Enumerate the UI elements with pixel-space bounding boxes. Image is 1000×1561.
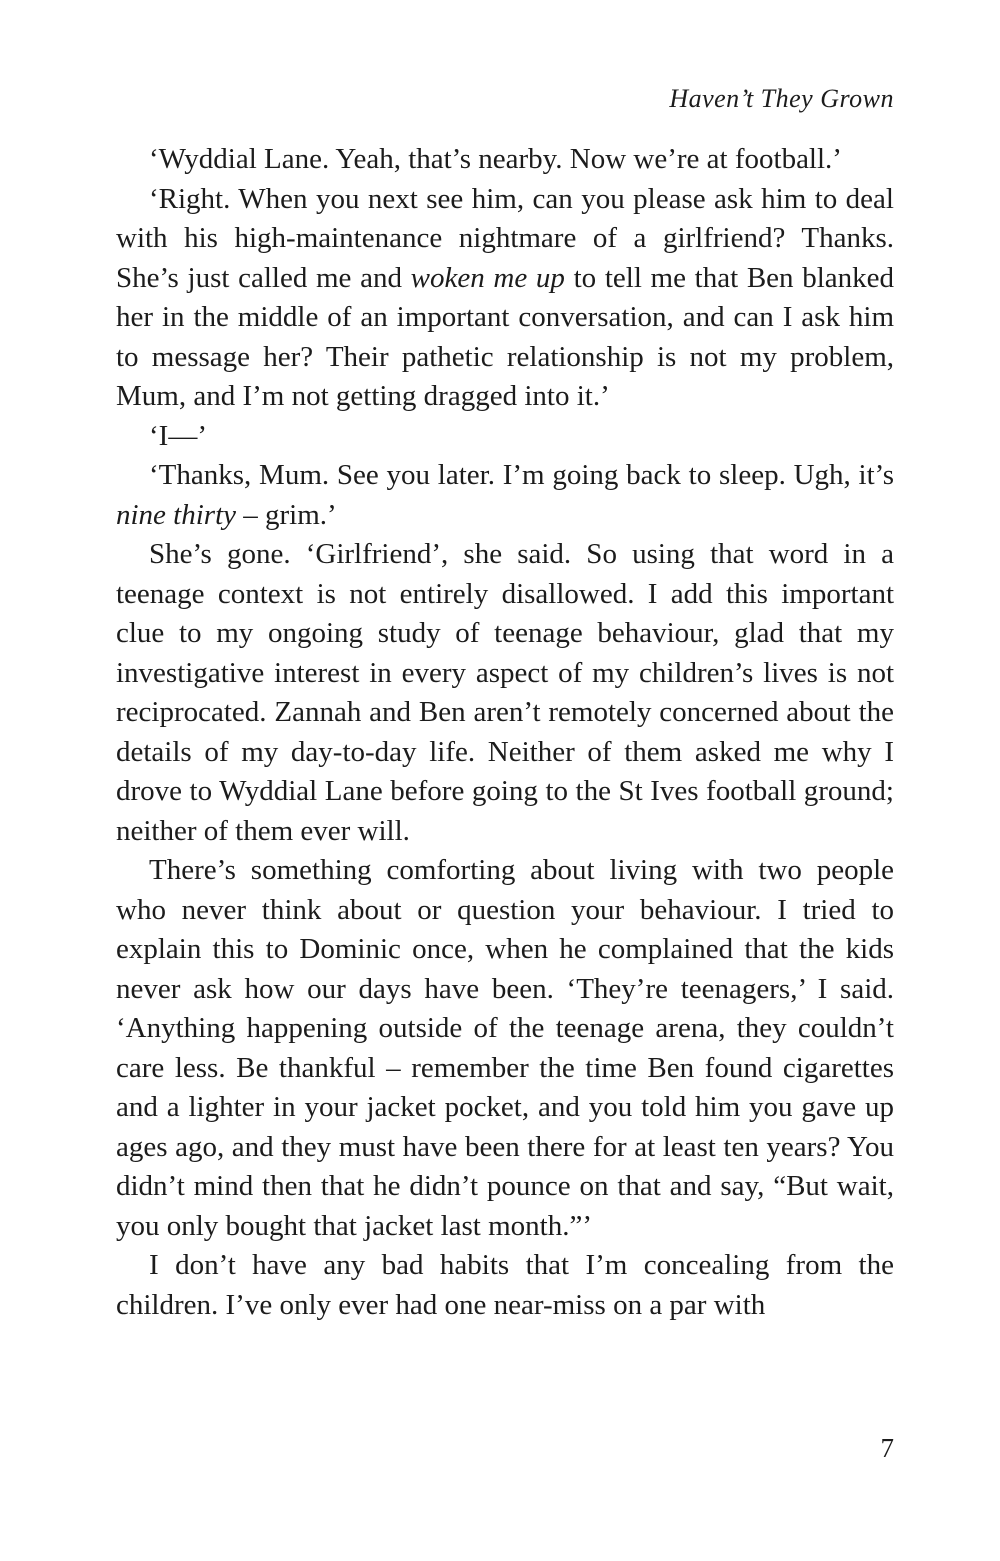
text-segment: I don’t have any bad habits that I’m concealing from the children. I’ve only ever had one near-miss on a par with <box>116 1249 894 1321</box>
text-segment: ‘I—’ <box>149 419 207 452</box>
text-segment: ‘Thanks, Mum. See you later. I’m going back to sleep. Ugh, it’s <box>149 459 894 491</box>
text-segment: She’s gone. ‘Girlfriend’, she said. So using that word in a teenage context is not entirely disallowed. I add this important clue to my ongoing study of teenage behaviour, glad that my investigative interest in every aspect of my children’s lives is not reciprocated. Zannah and Ben aren’t remotely concerned about the details of my day-to-day life. Neither of them asked me why I drove to Wyddial Lane before going to the St Ives football ground; neither of them ever will. <box>116 538 894 847</box>
italic-text: nine thirty <box>116 498 237 531</box>
text-segment: ‘Right. When you next see him, can you please ask him to deal with his high-maintenance nightmare of a girlfriend? Thanks. She’s just called me and <box>116 182 894 294</box>
running-title: Haven’t They Grown <box>669 84 894 113</box>
text-segment: There’s something comforting about living with two people who never think about or question your behaviour. I tried to explain this to Dominic once, when he complained that the kids never ask how our days have been. ‘They’re teenagers,’ I said. ‘Anything happening outside of the teenage arena, they couldn’t care less. Be thankful – remember the time Ben found cigarettes and a lighter in your jacket pocket, and you told him you gave up ages ago, and they must have been there for at least ten years? You didn’t mind then that he didn’t pounce on that and say, “But wait, you only bought that jacket last month.”’ <box>116 854 894 1242</box>
text-segment: – grim.’ <box>236 498 337 531</box>
italic-text: woken me up <box>410 261 565 294</box>
paragraph <box>116 456 894 535</box>
text-segment: ‘Wyddial Lane. Yeah, that’s nearby. Now we’re at football.’ <box>149 143 842 175</box>
body-text <box>116 140 894 1325</box>
paragraph <box>116 851 894 1246</box>
page-number: 7 <box>880 1433 894 1463</box>
paragraph <box>116 180 894 417</box>
paragraph <box>116 140 894 180</box>
text-segment: to tell me that Ben blanked her in the middle of an important conversation, and can I ask him to message her? Their pathetic relationship is not my problem, Mum, and I’m not getting dragged into it.’ <box>116 261 895 412</box>
paragraph <box>116 417 894 457</box>
paragraph <box>116 535 894 851</box>
paragraph <box>116 1246 894 1325</box>
